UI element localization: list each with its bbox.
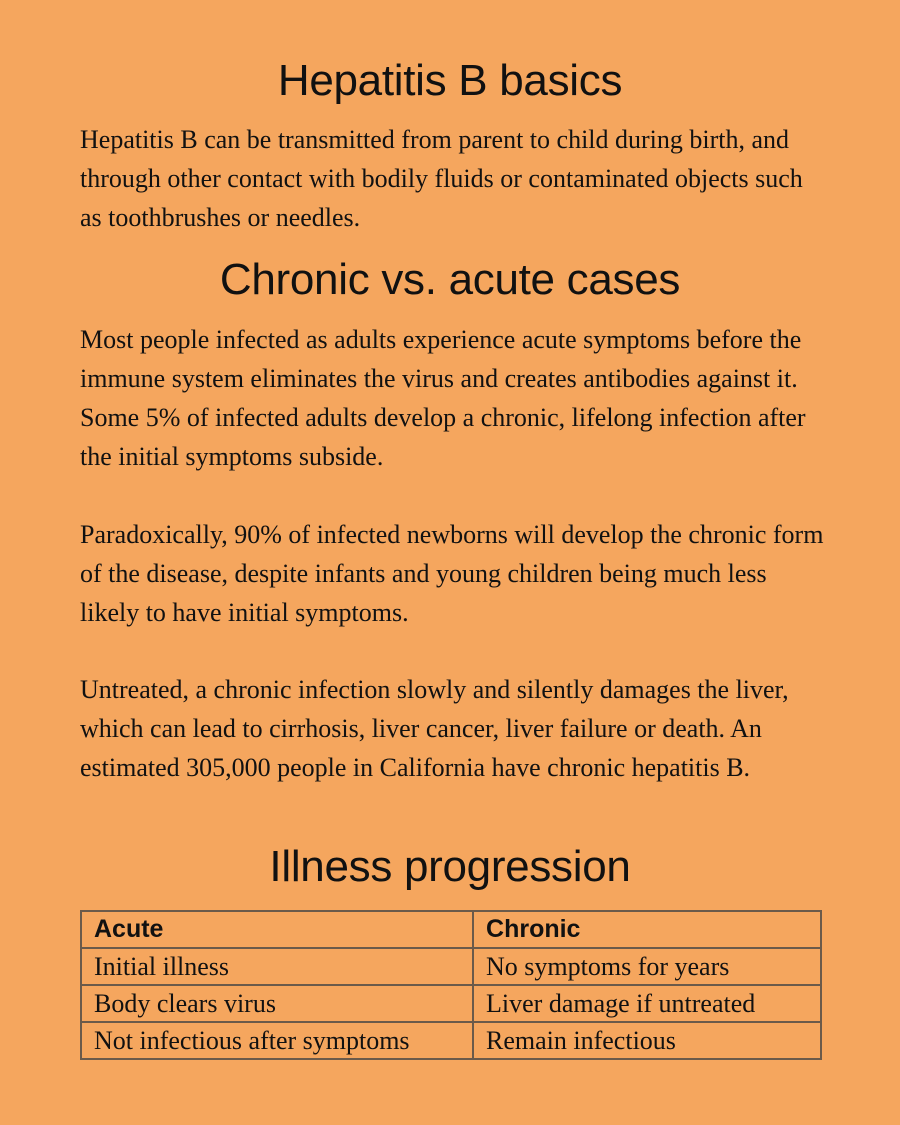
table-cell-acute: Body clears virus: [81, 985, 473, 1022]
table-cell-chronic: No symptoms for years: [473, 948, 821, 985]
paragraph-acute-adults: Most people infected as adults experience acute symptoms before the immune system eliminates the virus and creates antibodies against it. Some 5% of infected adults develop a chronic, lifelong infection after the initial symptoms subside.: [80, 325, 806, 471]
table-header-row: [81, 911, 821, 948]
progression-table: [80, 910, 822, 1060]
table-cell-acute: Not infectious after symptoms: [81, 1022, 473, 1059]
paragraph-basics: Hepatitis B can be transmitted from parent to child during birth, and through other contact with bodily fluids or contaminated objects such as toothbrushes or needles.: [80, 125, 803, 232]
heading-chronic-vs-acute: Chronic vs. acute cases: [219, 255, 681, 304]
paragraph-newborns: Paradoxically, 90% of infected newborns will develop the chronic form of the disease, despite infants and young children being much less likely to have initial symptoms.: [80, 520, 824, 627]
table-row: [81, 985, 821, 1022]
table-row: [81, 1022, 821, 1059]
column-header-acute: Acute: [81, 911, 473, 948]
column-header-chronic: Chronic: [473, 911, 821, 948]
table-row: [81, 948, 821, 985]
table-cell-chronic: Liver damage if untreated: [473, 985, 821, 1022]
heading-illness-progression: Illness progression: [269, 842, 631, 891]
heading-hepatitis-b-basics: Hepatitis B basics: [277, 56, 623, 105]
paragraph-untreated: Untreated, a chronic infection slowly and silently damages the liver, which can lead to cirrhosis, liver cancer, liver failure or death. An estimated 305,000 people in California have chronic hepatitis B.: [80, 675, 789, 782]
table-cell-acute: Initial illness: [81, 948, 473, 985]
table-cell-chronic: Remain infectious: [473, 1022, 821, 1059]
